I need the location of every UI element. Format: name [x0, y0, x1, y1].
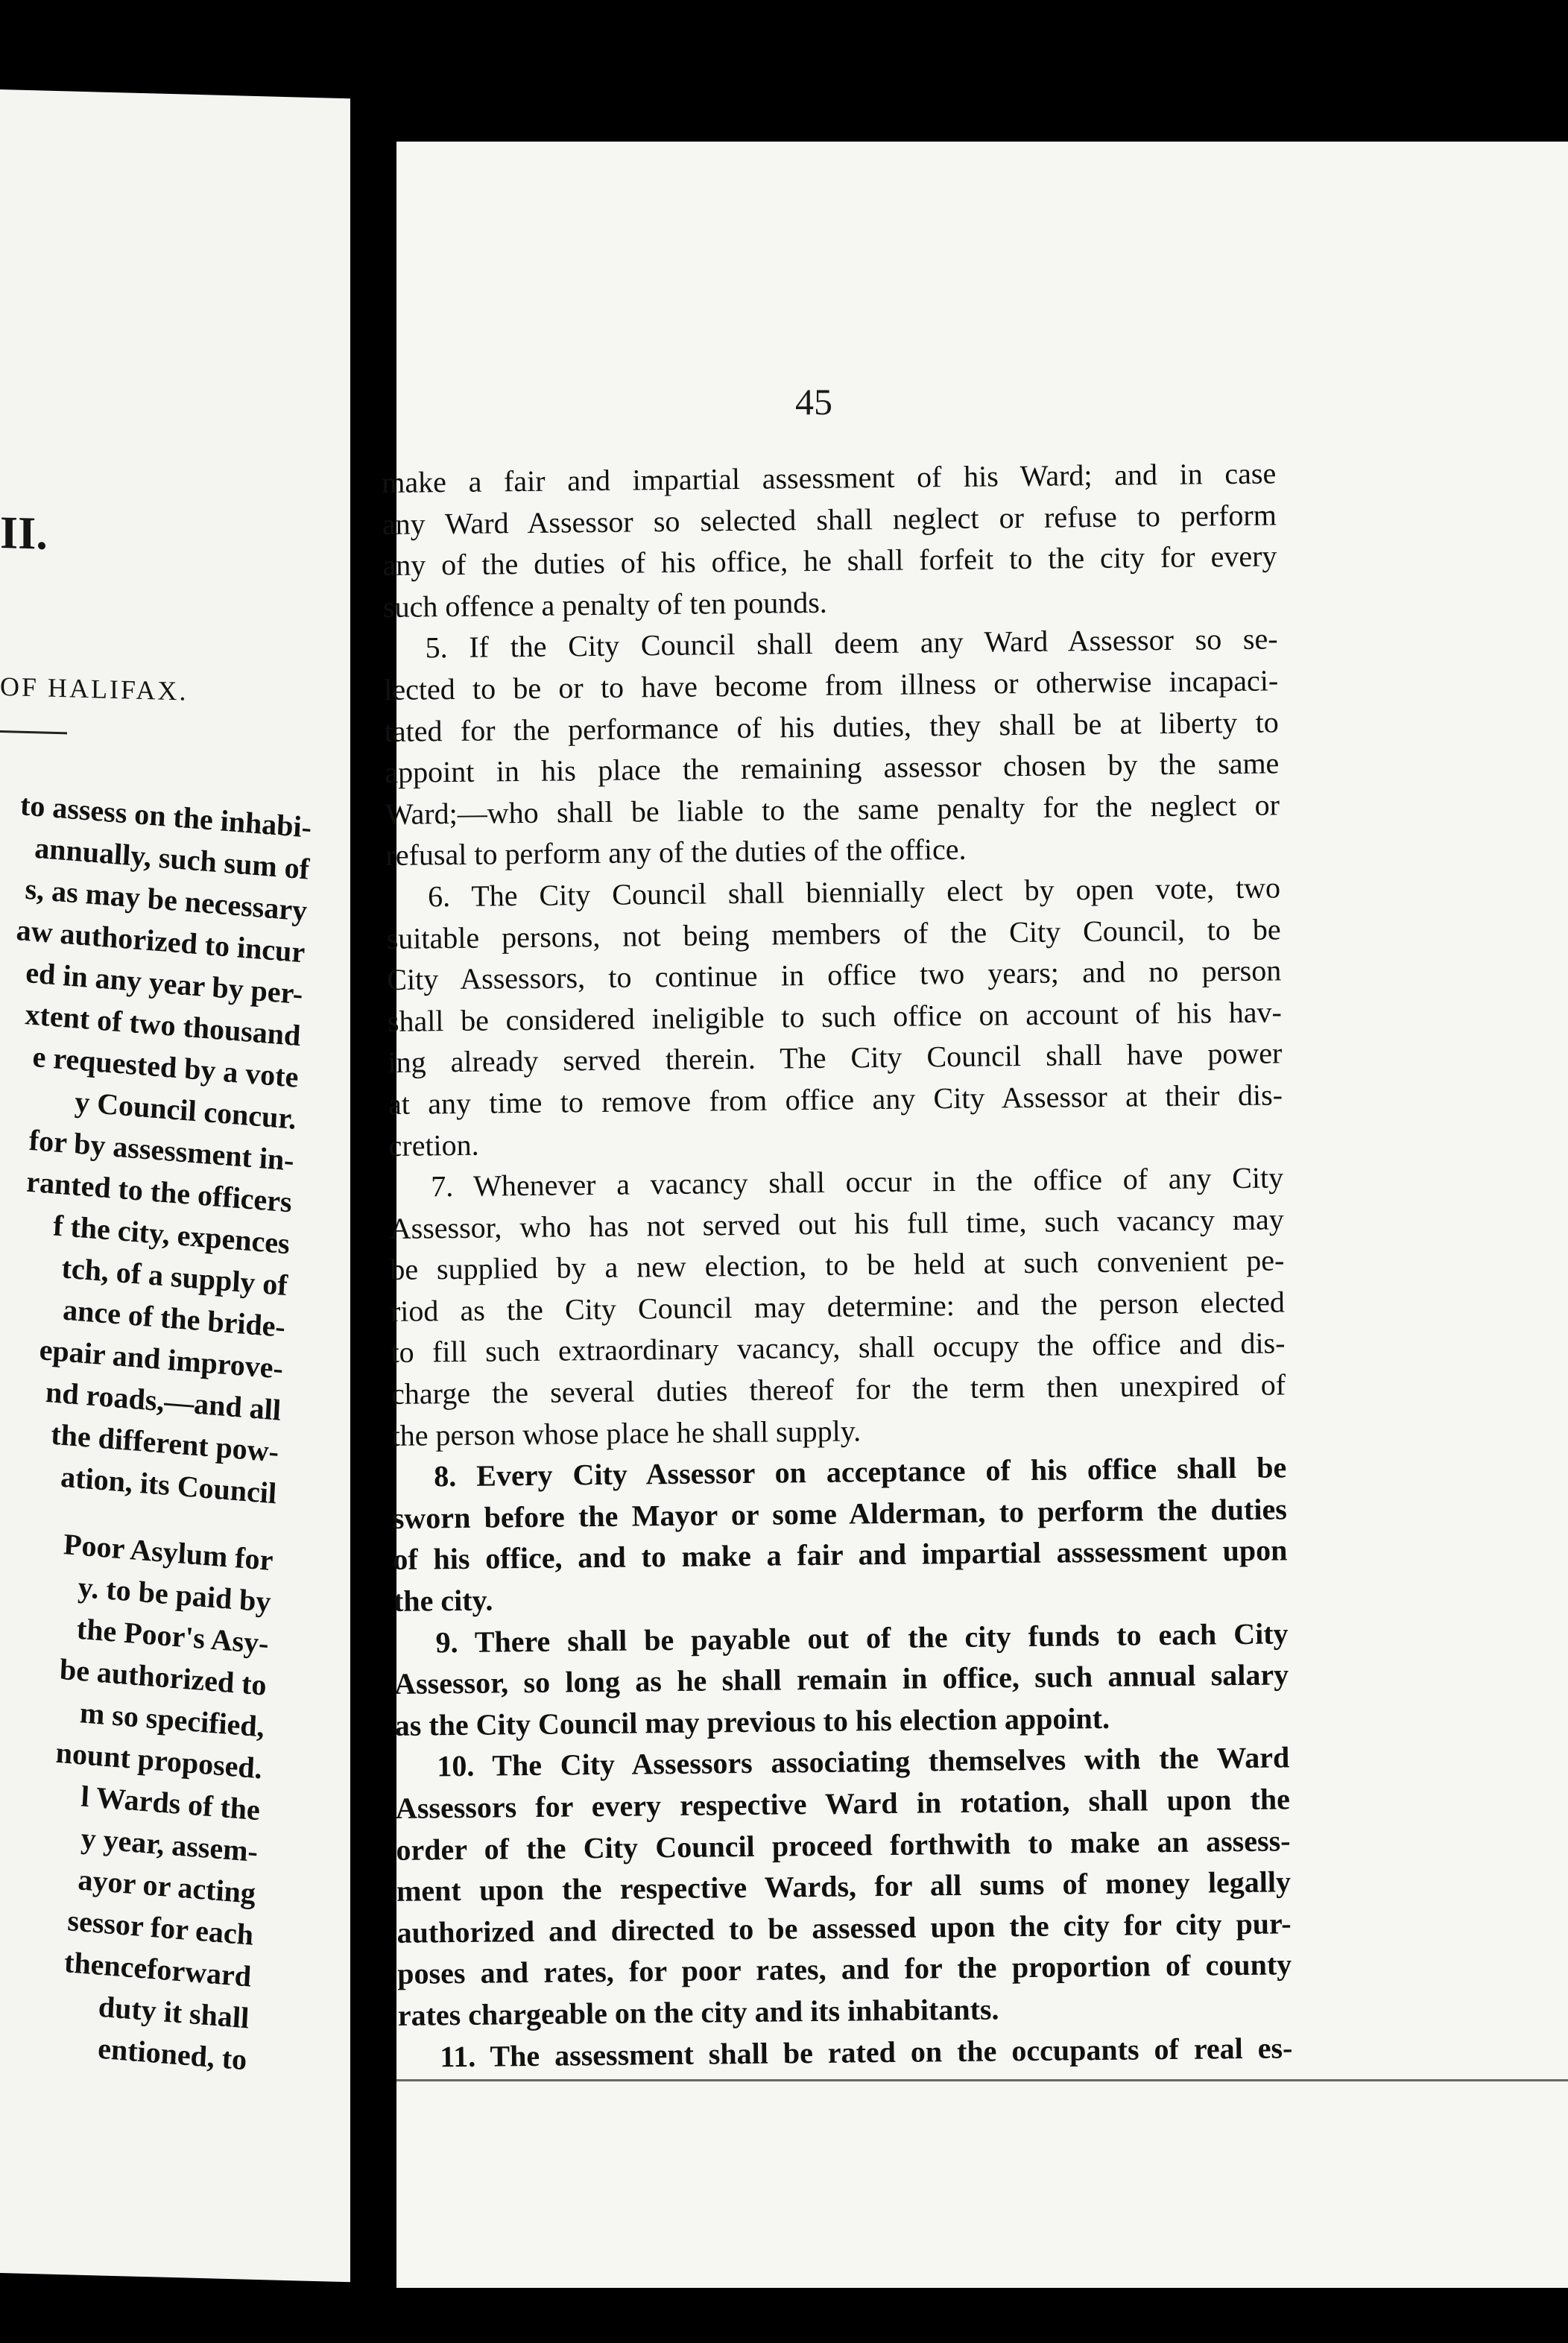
left-page-line: be authorized to	[59, 1651, 268, 1702]
left-page-line: y. to be paid by	[77, 1569, 272, 1619]
left-page-line: ranted to the officers	[25, 1164, 293, 1219]
text-line: 8. Every City Assessor on acceptance of his office shall be	[434, 1450, 1287, 1493]
text-line: the person whose place he shall supply.	[391, 1413, 862, 1452]
current-page	[382, 142, 1568, 2288]
text-line: poses and rates, for poor rates, and for the proportion of county	[397, 1947, 1292, 1991]
text-line: 5. If the City Council shall deem any Ward Assessor so se-	[425, 622, 1278, 665]
text-line: any of the duties of his office, he shall forfeit to the city for every	[382, 539, 1277, 583]
text-line: any Ward Assessor so selected shall neglect or refuse to perform	[382, 498, 1277, 541]
text-line: tated for the performance of his duties, they shall be at liberty to	[384, 704, 1279, 748]
text-line: 7. Whenever a vacancy shall occur in the office of any City	[430, 1160, 1284, 1204]
left-page-line: m so specified,	[79, 1695, 265, 1744]
text-line: ment upon the respective Wards, for all sums of money legally	[396, 1865, 1292, 1909]
left-page-line: the Poor's Asy-	[75, 1611, 270, 1660]
text-line: 6. The City Council shall biennially elect by open vote, two	[427, 870, 1281, 914]
text-line: be supplied by a new election, to be held at such convenient pe-	[390, 1243, 1285, 1287]
text-line: authorized and directed to be assessed upon the city for city pur-	[396, 1906, 1292, 1950]
text-line: such offence a penalty of ten pounds.	[382, 585, 827, 624]
left-page-line: aw authorized to incur	[15, 913, 306, 970]
text-line: 11. The assessment shall be rated on the occupants of real es-	[440, 2030, 1293, 2073]
text-line: lected to be or to have become from illness or otherwise incapaci-	[383, 663, 1279, 706]
text-line: the city.	[393, 1583, 493, 1618]
left-page-line: duty it shall	[97, 1989, 250, 2035]
text-line: 9. There shall be payable out of the city funds to each City	[435, 1616, 1289, 1659]
left-page-subheading: OF HALIFAX.	[0, 671, 189, 706]
left-page-line: ation, its Council	[60, 1459, 278, 1511]
text-line: at any time to remove from office any City Assessor at their dis-	[388, 1078, 1283, 1121]
left-page-line: xtent of two thousand	[24, 997, 302, 1053]
text-line: of his office, and to make a fair and impartial asssessment upon	[393, 1533, 1288, 1577]
left-page-rule	[0, 730, 67, 734]
left-page-line: tch, of a supply of	[60, 1250, 288, 1303]
text-line: ing already served therein. The City Council shall have power	[388, 1036, 1283, 1080]
left-page-line: y Council concur.	[74, 1084, 297, 1136]
left-page-line: entioned, to	[97, 2031, 248, 2077]
left-page-text	[0, 782, 350, 2084]
left-page-heading: II.	[0, 508, 48, 560]
text-line: 10. The City Assessors associating themselves with the Ward	[437, 1740, 1290, 1783]
left-page-line: nount proposed.	[54, 1735, 263, 1786]
text-line: City Assessors, to continue in office two years; and no person	[387, 953, 1282, 997]
left-page-line: ance of the bride-	[62, 1292, 286, 1344]
left-page-line: to assess on the inhabi-	[19, 788, 313, 844]
text-line: cretion.	[388, 1128, 479, 1163]
left-page-line: nd roads,—and all	[45, 1374, 282, 1427]
left-page-line: thenceforward	[63, 1945, 253, 1993]
text-line: appoint in his place the remaining assessor chosen by the same	[385, 746, 1280, 790]
text-line: riod as the City Council may determine: and the person elected	[390, 1285, 1286, 1328]
text-line: order of the City Council proceed forthwith to make an assess-	[396, 1823, 1291, 1867]
left-page-line: f the city, expences	[52, 1208, 291, 1261]
text-line: make a fair and impartial assessment of his Ward; and in case	[382, 456, 1277, 499]
previous-page	[0, 89, 350, 2282]
left-page-line: Poor Asylum for	[63, 1527, 274, 1578]
page-number: 45	[795, 381, 832, 423]
page-body-text	[382, 452, 1293, 2078]
left-page-line: l Wards of the	[80, 1779, 261, 1827]
left-page-line: y year, assem-	[80, 1821, 259, 1869]
text-line: Assessors for every respective Ward in rotation, shall upon the	[395, 1782, 1291, 1825]
text-line: Assessor, who has not served out his full time, such vacancy may	[389, 1202, 1284, 1245]
left-page-line: epair and improve-	[38, 1332, 285, 1385]
text-line: rates chargeable on the city and its inhabitants.	[397, 1992, 999, 2032]
left-page-line: for by assessment in-	[28, 1122, 295, 1177]
text-line: shall be considered ineligible to such office on account of his hav-	[387, 995, 1283, 1038]
left-page-line: ayor or acting	[77, 1862, 257, 1910]
text-line: to fill such extraordinary vacancy, shall occupy the office and dis-	[391, 1326, 1286, 1370]
left-page-line: ed in any year by per-	[25, 955, 304, 1011]
text-line: Ward;—who shall be liable to the same penalty for the neglect or	[385, 788, 1280, 831]
text-line: charge the several duties thereof for the term then unexpired of	[391, 1367, 1286, 1411]
text-line: refusal to perform any of the duties of the office.	[385, 832, 967, 873]
scan-line-artifact	[396, 2079, 1568, 2081]
left-page-line: annually, such sum of	[34, 830, 311, 886]
left-page-line: sessor for each	[66, 1903, 255, 1952]
left-page-line: s, as may be necessary	[24, 871, 309, 928]
left-page-line: e requested by a vote	[31, 1040, 300, 1094]
text-line: as the City Council may previous to his election appoint.	[394, 1701, 1110, 1742]
text-line: suitable persons, not being members of the City Council, to be	[386, 911, 1281, 955]
left-page-line: the different pow-	[50, 1417, 280, 1469]
text-line: Assessor, so long as he shall remain in office, such annual salary	[393, 1657, 1289, 1701]
text-line: sworn before the Mayor or some Alderman, to perform the duties	[392, 1492, 1288, 1535]
